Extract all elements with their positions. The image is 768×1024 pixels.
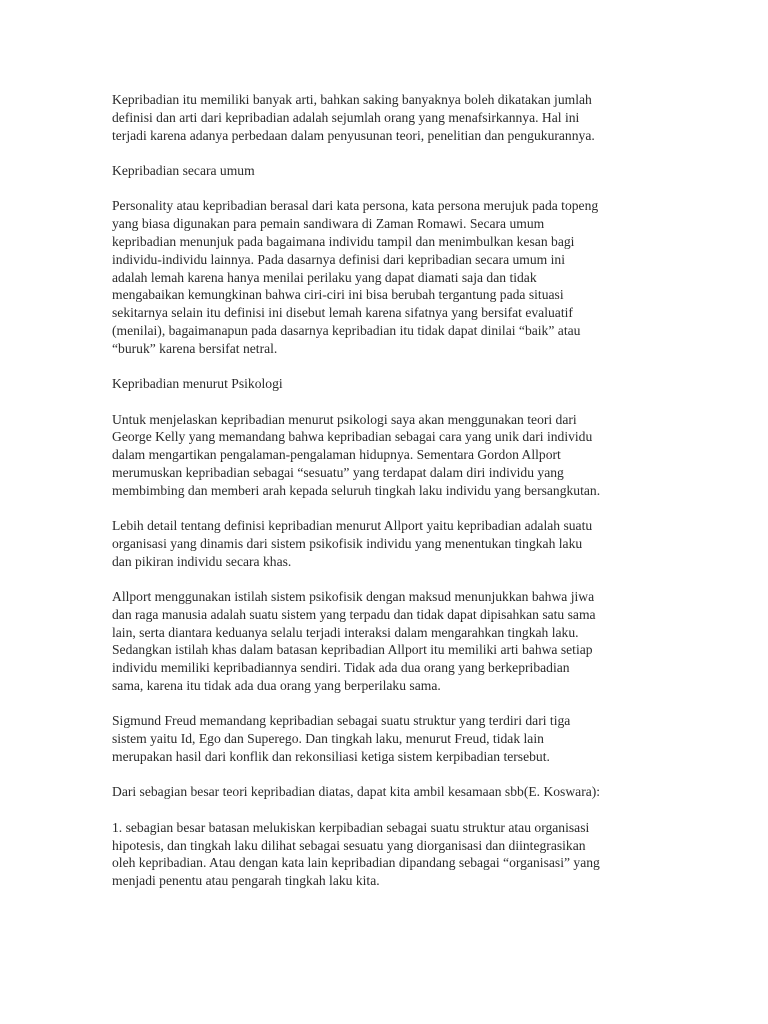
section-heading-umum — [112, 162, 664, 180]
text-line: George Kelly yang memandang bahwa kepribadian sebagai cara yang unik dari individu — [112, 429, 593, 445]
text-line: kepribadian menunjuk pada bagaimana individu tampil dan menimbulkan kesan bagi — [112, 233, 575, 249]
text-line: sama, karena itu tidak ada dua orang yang berperilaku sama. — [112, 678, 441, 694]
text-line: merupakan hasil dari konflik dan rekonsiliasi ketiga sistem kerpibadian tersebut. — [112, 749, 550, 765]
text-line: adalah lemah karena hanya menilai perilaku yang dapat diamati saja dan tidak — [112, 269, 537, 285]
koswara-intro-paragraph — [112, 783, 664, 801]
heading-line: Kepribadian secara umum — [112, 162, 255, 178]
text-line: lain, serta diantara keduanya selalu terjadi interaksi dalam mengarahkan tingkah laku. — [112, 624, 579, 640]
text-line: Sedangkan istilah khas dalam batasan kepribadian Allport itu memiliki arti bahwa setiap — [112, 642, 593, 658]
allport-detail-paragraph — [112, 517, 664, 570]
text-line: dan raga manusia adalah suatu sistem yang terpadu dan tidak dapat dipisahkan satu sama — [112, 606, 596, 622]
text-line: individu memiliki kepribadiannya sendiri. Tidak ada dua orang yang berkepribadian — [112, 660, 570, 676]
heading-line: Kepribadian menurut Psikologi — [112, 376, 283, 392]
text-line: (menilai), bagaimanapun pada dasarnya kepribadian itu tidak dapat dinilai “baik” atau — [112, 322, 581, 338]
text-line: Dari sebagian besar teori kepribadian diatas, dapat kita ambil kesamaan sbb(E. Koswara): — [112, 784, 601, 800]
text-line: hipotesis, dan tingkah laku dilihat sebagai sesuatu yang diorganisasi dan diintegrasikan — [112, 837, 586, 853]
text-line: definisi dan arti dari kepribadian adalah sejumlah orang yang menafsirkannya. Hal ini — [112, 109, 580, 125]
text-line: Untuk menjelaskan kepribadian menurut psikologi saya akan menggunakan teori dari — [112, 411, 577, 427]
text-line: Lebih detail tentang definisi kepribadian menurut Allport yaitu kepribadian adalah suatu — [112, 518, 593, 534]
text-line: sekitarnya selain itu definisi ini disebut lemah karena sifatnya yang bersifat evaluatif — [112, 305, 573, 321]
text-line: 1. sebagian besar batasan melukiskan kerpibadian sebagai suatu struktur atau organisasi — [112, 819, 590, 835]
text-line: yang biasa digunakan para pemain sandiwara di Zaman Romawi. Secara umum — [112, 216, 545, 232]
section-heading-psikologi — [112, 375, 664, 393]
text-line: Allport menggunakan istilah sistem psikofisik dengan maksud menunjukkan bahwa jiwa — [112, 589, 595, 605]
text-line: Personality atau kepribadian berasal dari kata persona, kata persona merujuk pada topeng — [112, 198, 599, 214]
freud-paragraph — [112, 712, 664, 765]
text-line: mengabaikan kemungkinan bahwa ciri-ciri ini bisa berubah tergantung pada situasi — [112, 287, 564, 303]
kelly-allport-paragraph — [112, 411, 664, 500]
text-line: Kepribadian itu memiliki banyak arti, bahkan saking banyaknya boleh dikatakan jumlah — [112, 92, 592, 107]
text-line: organisasi yang dinamis dari sistem psikofisik individu yang menentukan tingkah laku — [112, 535, 583, 551]
text-line: terjadi karena adanya perbedaan dalam penyusunan teori, penelitian dan pengukurannya. — [112, 127, 595, 143]
psikofisik-paragraph — [112, 588, 664, 695]
text-line: menjadi penentu atau pengarah tingkah laku kita. — [112, 873, 380, 889]
personality-paragraph — [112, 197, 664, 357]
text-line: dan pikiran individu secara khas. — [112, 553, 292, 569]
text-line: dalam mengartikan pengalaman-pengalaman hidupnya. Sementara Gordon Allport — [112, 447, 561, 463]
list-item-1 — [112, 819, 664, 890]
document-body — [112, 91, 664, 908]
intro-paragraph — [112, 91, 664, 144]
text-line: individu-individu lainnya. Pada dasarnya definisi dari kepribadian secara umum ini — [112, 251, 566, 267]
text-line: membimbing dan memberi arah kepada seluruh tingkah laku individu yang bersangkutan. — [112, 482, 601, 498]
text-line: merumuskan kepribadian sebagai “sesuatu” yang terdapat dalam diri individu yang — [112, 464, 564, 480]
text-line: Sigmund Freud memandang kepribadian sebagai suatu struktur yang terdiri dari tiga — [112, 713, 571, 729]
text-line: “buruk” karena bersifat netral. — [112, 340, 278, 356]
text-line: sistem yaitu Id, Ego dan Superego. Dan tingkah laku, menurut Freud, tidak lain — [112, 731, 544, 747]
text-line: oleh kepribadian. Atau dengan kata lain kepribadian dipandang sebagai “organisasi” yang — [112, 855, 600, 871]
